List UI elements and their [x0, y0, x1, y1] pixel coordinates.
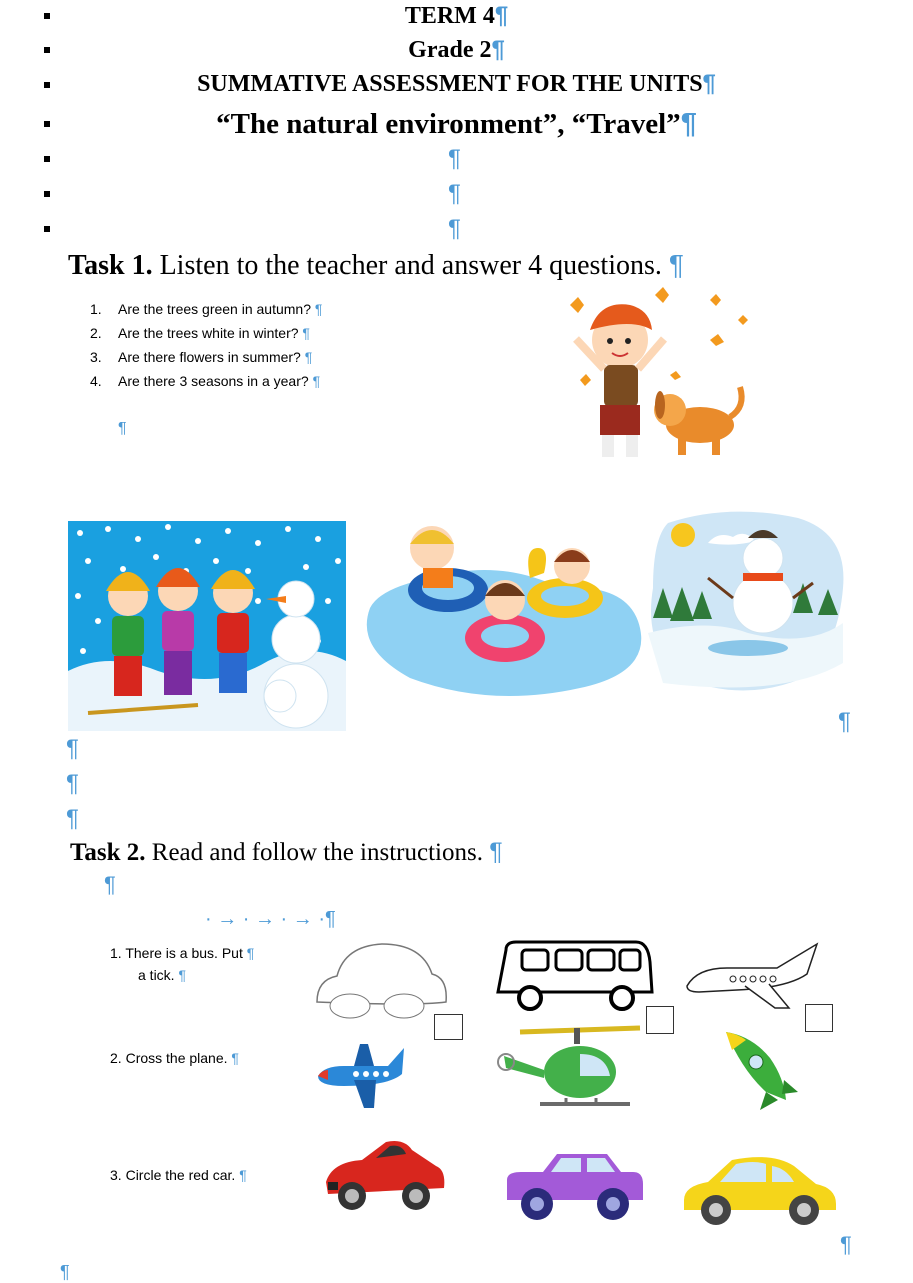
empty-paragraph-mark: ¶: [66, 735, 79, 762]
question-1: 1. Are the trees green in autumn? ¶: [90, 301, 323, 317]
summer-swimming-kids-picture: [360, 518, 645, 698]
question-2: 2. Are the trees white in winter? ¶: [90, 325, 310, 341]
yellow-car-icon: [680, 1156, 840, 1226]
bus-outline-icon: [498, 940, 658, 1012]
task1-heading: Task 1. Listen to the teacher and answer 4 questions. ¶: [68, 249, 684, 281]
instruction-1-continued: a tick. ¶: [138, 967, 186, 983]
empty-paragraph-mark: ¶: [118, 420, 127, 437]
list-bullet: [44, 226, 50, 232]
empty-paragraph-mark: ¶: [60, 1262, 70, 1282]
question-4: 4. Are there 3 seasons in a year? ¶: [90, 373, 321, 389]
list-bullet: [44, 191, 50, 197]
empty-paragraph-mark: ¶: [838, 708, 851, 735]
car-outline-icon: [312, 942, 448, 1024]
question-3: 3. Are there flowers in summer? ¶: [90, 349, 313, 365]
plane-icon: [314, 1040, 408, 1110]
list-bullet: [44, 156, 50, 162]
empty-paragraph-mark: ¶: [448, 145, 461, 172]
tab-arrows: · → · → · → ·¶: [205, 908, 336, 930]
winter-kids-snowman-picture: [68, 521, 346, 731]
empty-paragraph-mark: ¶: [840, 1232, 852, 1257]
instruction-1: 1. There is a bus. Put ¶: [110, 945, 255, 961]
rocket-icon: [720, 1028, 802, 1114]
autumn-boy-dog-picture: [560, 285, 755, 475]
header-assessment: SUMMATIVE ASSESSMENT FOR THE UNITS¶: [197, 70, 716, 97]
header-grade: Grade 2¶: [408, 36, 505, 63]
header-term: TERM 4¶: [404, 2, 509, 29]
plane-outline-icon: [683, 942, 829, 1012]
tick-box[interactable]: [805, 1004, 833, 1032]
red-car-icon: [322, 1136, 446, 1216]
tick-box[interactable]: [646, 1006, 674, 1034]
empty-paragraph-mark: ¶: [66, 805, 79, 832]
instruction-2: 2. Cross the plane. ¶: [110, 1050, 239, 1066]
purple-car-icon: [503, 1148, 645, 1224]
tick-box[interactable]: [434, 1014, 463, 1040]
empty-paragraph-mark: ¶: [104, 872, 116, 897]
header-units: “The natural environment”, “Travel”¶: [216, 108, 697, 140]
helicopter-icon: [500, 1024, 645, 1114]
task2-heading: Task 2. Read and follow the instructions. ¶: [70, 838, 503, 866]
spring-melting-snowman-picture: [648, 503, 843, 698]
empty-paragraph-mark: ¶: [66, 770, 79, 797]
empty-paragraph-mark: ¶: [448, 180, 461, 207]
instruction-3: 3. Circle the red car. ¶: [110, 1167, 247, 1183]
empty-paragraph-mark: ¶: [448, 215, 461, 242]
